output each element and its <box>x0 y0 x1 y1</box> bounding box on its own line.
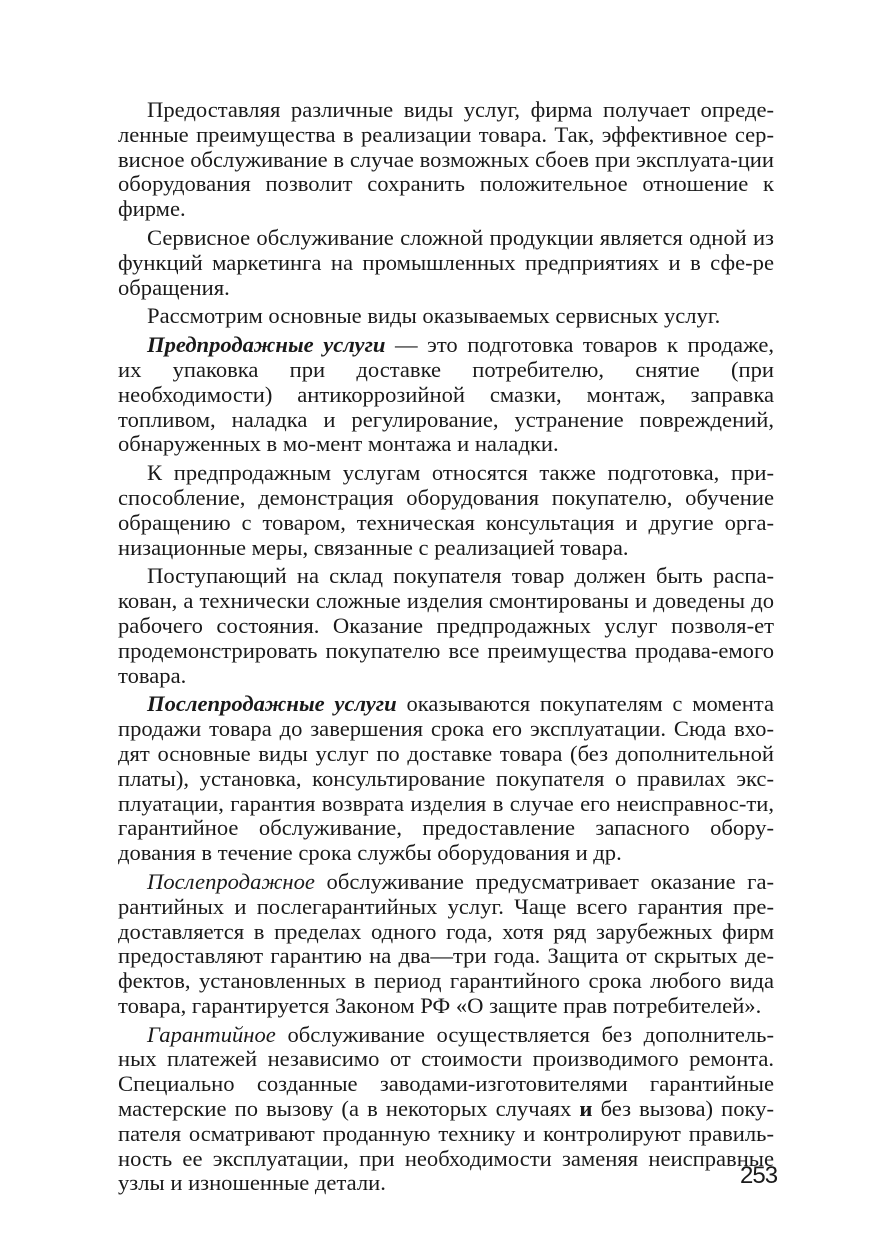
paragraph-3-text: Рассмотрим основные виды оказываемых сервисных услуг. <box>147 303 721 329</box>
paragraph-5-text: К предпродажным услугам относятся также подготовка, при-способление, демонстрация оборудования покупателю, обучение обращению с товаром, техническая консультация и другие орга-низационные меры, связанные с реализацией товара. <box>118 460 774 560</box>
page-body <box>118 98 774 1200</box>
paragraph-5 <box>118 461 774 560</box>
paragraph-6 <box>118 564 774 688</box>
term-postsale: Послепродажное <box>147 868 315 894</box>
paragraph-1-text: Предоставляя различные виды услуг, фирма получает опреде-ленные преимущества в реализации товара. Так, эффективное сер-висное обслуживание в случае возможных сбоев при эксплуата-ции оборудования позволит сохранить положительное отношение к фирме. <box>118 97 774 222</box>
paragraph-3 <box>118 304 774 329</box>
paragraph-9-text-b: без вызова) поку-пателя осматривают проданную технику и контролируют правиль-ность ее эксплуатации, при необходимости заменяя неисправные узлы и изношенные детали. <box>118 1096 774 1196</box>
paragraph-8 <box>118 870 774 1019</box>
paragraph-9 <box>118 1023 774 1197</box>
paragraph-7 <box>118 692 774 866</box>
term-warranty: Гарантийное <box>147 1021 276 1047</box>
term-postsale-services: Послепродажные услуги <box>147 691 397 717</box>
paragraph-7-text: оказываются покупателям с момента продажи товара до завершения срока его эксплуатации. Сюда вхо-дят основные виды услуг по доставке товара (без дополнительной платы), установка, консультирование покупателя о правилах экс-плуатации, гарантия возврата изделия в случае его неисправнос-ти, гарантийное обслуживание, предоставление запасного обору-дования в течение срока службы оборудования и др. <box>118 691 774 866</box>
paragraph-4-text: — это подготовка товаров к продаже, их упаковка при доставке потребителю, снятие (при необходимости) антикоррозийной смазки, монтаж, заправка топливом, наладка и регулирование, устранение повреждений, обнаруженных в мо-мент монтажа и наладки. <box>118 332 775 457</box>
page-number: 253 <box>740 1162 778 1189</box>
paragraph-2-text: Сервисное обслуживание сложной продукции является одной из функций маркетинга на промышленных предприятиях и в сфе-ре обращения. <box>118 224 774 300</box>
paragraph-6-text: Поступающий на склад покупателя товар должен быть распа-кован, а технически сложные изделия смонтированы и доведены до рабочего состояния. Оказание предпродажных услуг позволя-ет продемонстрировать покупателю все преимущества продава-емого товара. <box>118 563 774 688</box>
bold-conjunction: и <box>579 1096 593 1122</box>
term-presale-services: Предпродажные услуги <box>147 332 386 358</box>
paragraph-1 <box>118 98 774 222</box>
paragraph-4 <box>118 333 774 457</box>
paragraph-9-text-a: обслуживание осуществляется без дополнитель-ных платежей независимо от стоимости производимого ремонта. Специально созданные заводами-изготовителями гарантийные мастерские по вызову (а в некоторых случаях <box>118 1021 774 1122</box>
paragraph-2 <box>118 226 774 300</box>
paragraph-8-text: обслуживание предусматривает оказание га-рантийных и послегарантийных услуг. Чаще всего гарантия пре-доставляется в пределах одного года, хотя ряд зарубежных фирм предоставляют гарантию на два—три года. Защита от скрытых де-фектов, установленных в период гарантийного срока любого вида товара, гарантируется Законом РФ «О защите прав потребителей». <box>118 868 774 1018</box>
